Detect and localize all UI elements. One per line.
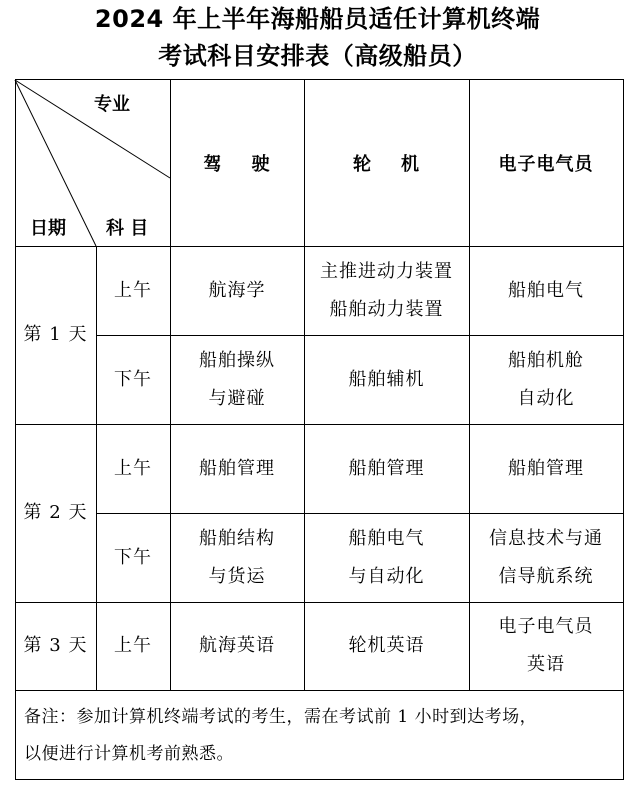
document-title-line-1: 2024 年上半年海船船员适任计算机终端	[94, 5, 541, 33]
subject-text: 船舶机舱	[508, 349, 584, 371]
subject-cell	[170, 246, 304, 335]
subject-cell	[469, 513, 623, 602]
day-label	[15, 424, 96, 602]
subject-text: 船舶动力装置	[329, 298, 444, 320]
column-header-navigation: 驾 驶	[203, 154, 271, 175]
subject-text: 与避碰	[208, 387, 266, 409]
corner-label-date: 日期	[30, 218, 66, 239]
session-label	[96, 513, 170, 602]
subject-text: 与自动化	[348, 565, 425, 587]
session-label-text: 下午	[114, 546, 152, 568]
session-label-text: 下午	[114, 368, 152, 390]
subject-text: 电子电气员	[498, 616, 594, 637]
subject-text: 英语	[527, 654, 565, 675]
subject-text: 船舶电气	[508, 279, 584, 301]
corner-label-major: 专业	[94, 94, 130, 115]
subject-text: 自动化	[517, 387, 575, 409]
note	[24, 699, 624, 773]
corner-label-subject: 科 目	[106, 218, 149, 239]
subject-text: 船舶管理	[508, 457, 584, 479]
note-line-2: 以便进行计算机考前熟悉。	[24, 744, 234, 764]
subject-text: 船舶操纵	[199, 349, 275, 371]
subject-text: 船舶电气	[348, 527, 425, 549]
day-label	[15, 602, 96, 690]
subject-text: 与货运	[208, 565, 266, 587]
subject-cell	[170, 602, 304, 690]
subject-text: 航海英语	[199, 635, 275, 656]
session-label	[96, 335, 170, 424]
day-label-text: 第 2 天	[23, 502, 88, 523]
subject-cell	[304, 602, 469, 690]
session-label-text: 上午	[114, 279, 152, 301]
subject-text: 船舶管理	[199, 457, 275, 479]
subject-text: 轮机英语	[348, 635, 425, 656]
session-label-text: 上午	[114, 457, 152, 479]
subject-cell	[469, 246, 623, 335]
column-header-electrical: 电子电气员	[498, 154, 594, 175]
subject-cell	[304, 246, 469, 335]
subject-text: 信导航系统	[498, 565, 594, 587]
subject-cell	[304, 335, 469, 424]
session-label	[96, 602, 170, 690]
column-header-engine: 轮 机	[352, 154, 421, 175]
subject-text: 船舶辅机	[348, 368, 425, 390]
subject-text: 信息技术与通	[489, 527, 603, 549]
subject-cell	[170, 513, 304, 602]
subject-cell	[170, 424, 304, 513]
subject-cell	[469, 335, 623, 424]
subject-cell	[469, 602, 623, 690]
subject-cell	[304, 424, 469, 513]
subject-cell	[469, 424, 623, 513]
day-label-text: 第 1 天	[23, 324, 88, 345]
note-line-1: 备注：参加计算机终端考试的考生，需在考试前 1 小时到达考场，	[24, 707, 538, 727]
session-label	[96, 246, 170, 335]
document-title-line-2: 考试科目安排表（高级船员）	[158, 42, 477, 70]
subject-text: 船舶结构	[199, 527, 275, 549]
session-label	[96, 424, 170, 513]
day-label	[15, 246, 96, 424]
day-label-text: 第 3 天	[23, 635, 88, 656]
subject-cell	[170, 335, 304, 424]
subject-cell	[304, 513, 469, 602]
subject-text: 船舶管理	[348, 457, 425, 479]
subject-text: 主推进动力装置	[320, 260, 453, 282]
subject-text: 航海学	[208, 279, 266, 301]
session-label-text: 上午	[114, 635, 152, 656]
